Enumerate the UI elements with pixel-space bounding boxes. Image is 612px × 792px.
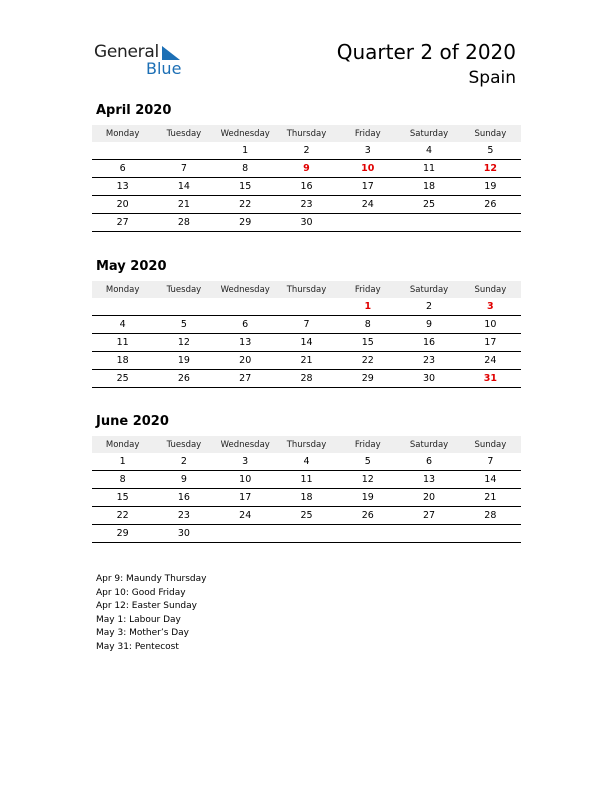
weekday-header: Tuesday bbox=[153, 436, 214, 453]
holiday-note: May 1: Labour Day bbox=[96, 614, 181, 625]
holiday-notes bbox=[96, 573, 207, 654]
day-cell: 28 bbox=[276, 370, 337, 388]
day-cell: 19 bbox=[153, 352, 214, 370]
day-cell: 2 bbox=[276, 142, 337, 160]
day-cell: 26 bbox=[337, 507, 398, 525]
weekday-header: Sunday bbox=[460, 125, 521, 142]
day-cell: 13 bbox=[92, 178, 153, 196]
weekday-header: Saturday bbox=[398, 436, 459, 453]
day-cell: 21 bbox=[276, 352, 337, 370]
empty-day-cell bbox=[337, 525, 398, 543]
day-cell: 15 bbox=[337, 334, 398, 352]
day-cell: 1 bbox=[215, 142, 276, 160]
day-cell: 12 bbox=[153, 334, 214, 352]
day-cell: 5 bbox=[337, 453, 398, 471]
day-cell: 26 bbox=[153, 370, 214, 388]
day-cell: 12 bbox=[337, 471, 398, 489]
day-cell: 7 bbox=[276, 316, 337, 334]
day-cell: 17 bbox=[215, 489, 276, 507]
day-cell: 1 bbox=[92, 453, 153, 471]
day-cell: 10 bbox=[215, 471, 276, 489]
calendar-table bbox=[92, 436, 521, 543]
month-april bbox=[92, 103, 521, 232]
day-cell: 5 bbox=[460, 142, 521, 160]
day-cell: 23 bbox=[276, 196, 337, 214]
country-name: Spain bbox=[468, 68, 516, 88]
month-may bbox=[92, 259, 521, 388]
weekday-header: Tuesday bbox=[153, 125, 214, 142]
day-cell: 19 bbox=[337, 489, 398, 507]
day-cell: 27 bbox=[215, 370, 276, 388]
day-cell: 8 bbox=[92, 471, 153, 489]
day-cell: 16 bbox=[398, 334, 459, 352]
weekday-header: Saturday bbox=[398, 281, 459, 298]
day-cell: 25 bbox=[276, 507, 337, 525]
day-cell: 11 bbox=[276, 471, 337, 489]
page-title: Quarter 2 of 2020 bbox=[336, 40, 516, 64]
day-cell: 22 bbox=[92, 507, 153, 525]
day-cell: 19 bbox=[460, 178, 521, 196]
day-cell: 11 bbox=[92, 334, 153, 352]
generalblue-logo bbox=[94, 40, 194, 80]
day-cell: 22 bbox=[215, 196, 276, 214]
day-cell: 4 bbox=[92, 316, 153, 334]
day-cell: 23 bbox=[398, 352, 459, 370]
weekday-header: Tuesday bbox=[153, 281, 214, 298]
day-cell: 22 bbox=[337, 352, 398, 370]
calendar-table bbox=[92, 125, 521, 232]
day-cell: 23 bbox=[153, 507, 214, 525]
month-title: June 2020 bbox=[96, 414, 169, 429]
empty-day-cell bbox=[460, 214, 521, 232]
weekday-header: Wednesday bbox=[215, 125, 276, 142]
day-cell: 6 bbox=[215, 316, 276, 334]
day-cell: 20 bbox=[398, 489, 459, 507]
empty-day-cell bbox=[398, 214, 459, 232]
week-row bbox=[92, 142, 521, 160]
day-cell: 5 bbox=[153, 316, 214, 334]
day-cell: 27 bbox=[92, 214, 153, 232]
day-cell: 17 bbox=[337, 178, 398, 196]
day-cell: 2 bbox=[398, 298, 459, 316]
day-cell: 13 bbox=[398, 471, 459, 489]
day-cell: 18 bbox=[276, 489, 337, 507]
weekday-header: Friday bbox=[337, 436, 398, 453]
empty-day-cell bbox=[276, 298, 337, 316]
empty-day-cell bbox=[92, 298, 153, 316]
day-cell: 20 bbox=[92, 196, 153, 214]
day-cell: 15 bbox=[215, 178, 276, 196]
holiday-note: Apr 9: Maundy Thursday bbox=[96, 574, 207, 584]
week-row bbox=[92, 178, 521, 196]
empty-day-cell bbox=[153, 298, 214, 316]
day-cell: 29 bbox=[92, 525, 153, 543]
day-cell: 21 bbox=[153, 196, 214, 214]
week-row bbox=[92, 507, 521, 525]
empty-day-cell bbox=[398, 525, 459, 543]
day-cell: 26 bbox=[460, 196, 521, 214]
day-cell: 28 bbox=[153, 214, 214, 232]
weekday-header-row bbox=[92, 125, 521, 142]
weekday-header: Monday bbox=[92, 125, 153, 142]
day-cell: 17 bbox=[460, 334, 521, 352]
day-cell: 3 bbox=[460, 298, 521, 316]
day-cell: 28 bbox=[460, 507, 521, 525]
day-cell: 31 bbox=[460, 370, 521, 388]
day-cell: 9 bbox=[276, 160, 337, 178]
day-cell: 3 bbox=[337, 142, 398, 160]
day-cell: 14 bbox=[153, 178, 214, 196]
week-row bbox=[92, 471, 521, 489]
day-cell: 25 bbox=[398, 196, 459, 214]
empty-day-cell bbox=[215, 298, 276, 316]
weekday-header: Thursday bbox=[276, 281, 337, 298]
day-cell: 30 bbox=[398, 370, 459, 388]
day-cell: 30 bbox=[153, 525, 214, 543]
day-cell: 21 bbox=[460, 489, 521, 507]
day-cell: 11 bbox=[398, 160, 459, 178]
day-cell: 18 bbox=[398, 178, 459, 196]
day-cell: 9 bbox=[398, 316, 459, 334]
day-cell: 27 bbox=[398, 507, 459, 525]
week-row bbox=[92, 298, 521, 316]
weekday-header: Wednesday bbox=[215, 436, 276, 453]
month-june bbox=[92, 414, 521, 543]
day-cell: 6 bbox=[398, 453, 459, 471]
weekday-header: Monday bbox=[92, 436, 153, 453]
day-cell: 7 bbox=[460, 453, 521, 471]
day-cell: 13 bbox=[215, 334, 276, 352]
day-cell: 3 bbox=[215, 453, 276, 471]
day-cell: 30 bbox=[276, 214, 337, 232]
day-cell: 24 bbox=[460, 352, 521, 370]
day-cell: 4 bbox=[276, 453, 337, 471]
day-cell: 18 bbox=[92, 352, 153, 370]
day-cell: 7 bbox=[153, 160, 214, 178]
weekday-header: Friday bbox=[337, 125, 398, 142]
day-cell: 25 bbox=[92, 370, 153, 388]
day-cell: 2 bbox=[153, 453, 214, 471]
day-cell: 16 bbox=[276, 178, 337, 196]
day-cell: 29 bbox=[215, 214, 276, 232]
week-row bbox=[92, 214, 521, 232]
day-cell: 24 bbox=[215, 507, 276, 525]
holiday-note: May 3: Mother’s Day bbox=[96, 628, 190, 638]
week-row bbox=[92, 352, 521, 370]
weekday-header: Thursday bbox=[276, 125, 337, 142]
week-row bbox=[92, 453, 521, 471]
day-cell: 16 bbox=[153, 489, 214, 507]
weekday-header: Monday bbox=[92, 281, 153, 298]
day-cell: 8 bbox=[215, 160, 276, 178]
day-cell: 8 bbox=[337, 316, 398, 334]
week-row bbox=[92, 489, 521, 507]
week-row bbox=[92, 316, 521, 334]
day-cell: 9 bbox=[153, 471, 214, 489]
weekday-header: Thursday bbox=[276, 436, 337, 453]
empty-day-cell bbox=[337, 214, 398, 232]
holiday-note: Apr 12: Easter Sunday bbox=[96, 601, 197, 611]
week-row bbox=[92, 160, 521, 178]
day-cell: 29 bbox=[337, 370, 398, 388]
month-title: May 2020 bbox=[96, 259, 167, 274]
weekday-header-row bbox=[92, 281, 521, 298]
day-cell: 14 bbox=[276, 334, 337, 352]
weekday-header: Saturday bbox=[398, 125, 459, 142]
week-row bbox=[92, 196, 521, 214]
empty-day-cell bbox=[92, 142, 153, 160]
day-cell: 4 bbox=[398, 142, 459, 160]
logo-blue-text: Blue bbox=[146, 59, 182, 78]
day-cell: 10 bbox=[460, 316, 521, 334]
week-row bbox=[92, 370, 521, 388]
calendar-table bbox=[92, 281, 521, 388]
empty-day-cell bbox=[276, 525, 337, 543]
day-cell: 6 bbox=[92, 160, 153, 178]
week-row bbox=[92, 525, 521, 543]
weekday-header: Sunday bbox=[460, 436, 521, 453]
holiday-note: Apr 10: Good Friday bbox=[96, 587, 186, 598]
weekday-header: Friday bbox=[337, 281, 398, 298]
day-cell: 20 bbox=[215, 352, 276, 370]
empty-day-cell bbox=[215, 525, 276, 543]
weekday-header-row bbox=[92, 436, 521, 453]
holiday-note: May 31: Pentecost bbox=[96, 641, 179, 652]
weekday-header: Sunday bbox=[460, 281, 521, 298]
day-cell: 10 bbox=[337, 160, 398, 178]
day-cell: 14 bbox=[460, 471, 521, 489]
week-row bbox=[92, 334, 521, 352]
weekday-header: Wednesday bbox=[215, 281, 276, 298]
logo-general-text: General bbox=[94, 42, 159, 62]
day-cell: 15 bbox=[92, 489, 153, 507]
month-title: April 2020 bbox=[96, 103, 172, 118]
day-cell: 12 bbox=[460, 160, 521, 178]
day-cell: 24 bbox=[337, 196, 398, 214]
empty-day-cell bbox=[153, 142, 214, 160]
empty-day-cell bbox=[460, 525, 521, 543]
day-cell: 1 bbox=[337, 298, 398, 316]
